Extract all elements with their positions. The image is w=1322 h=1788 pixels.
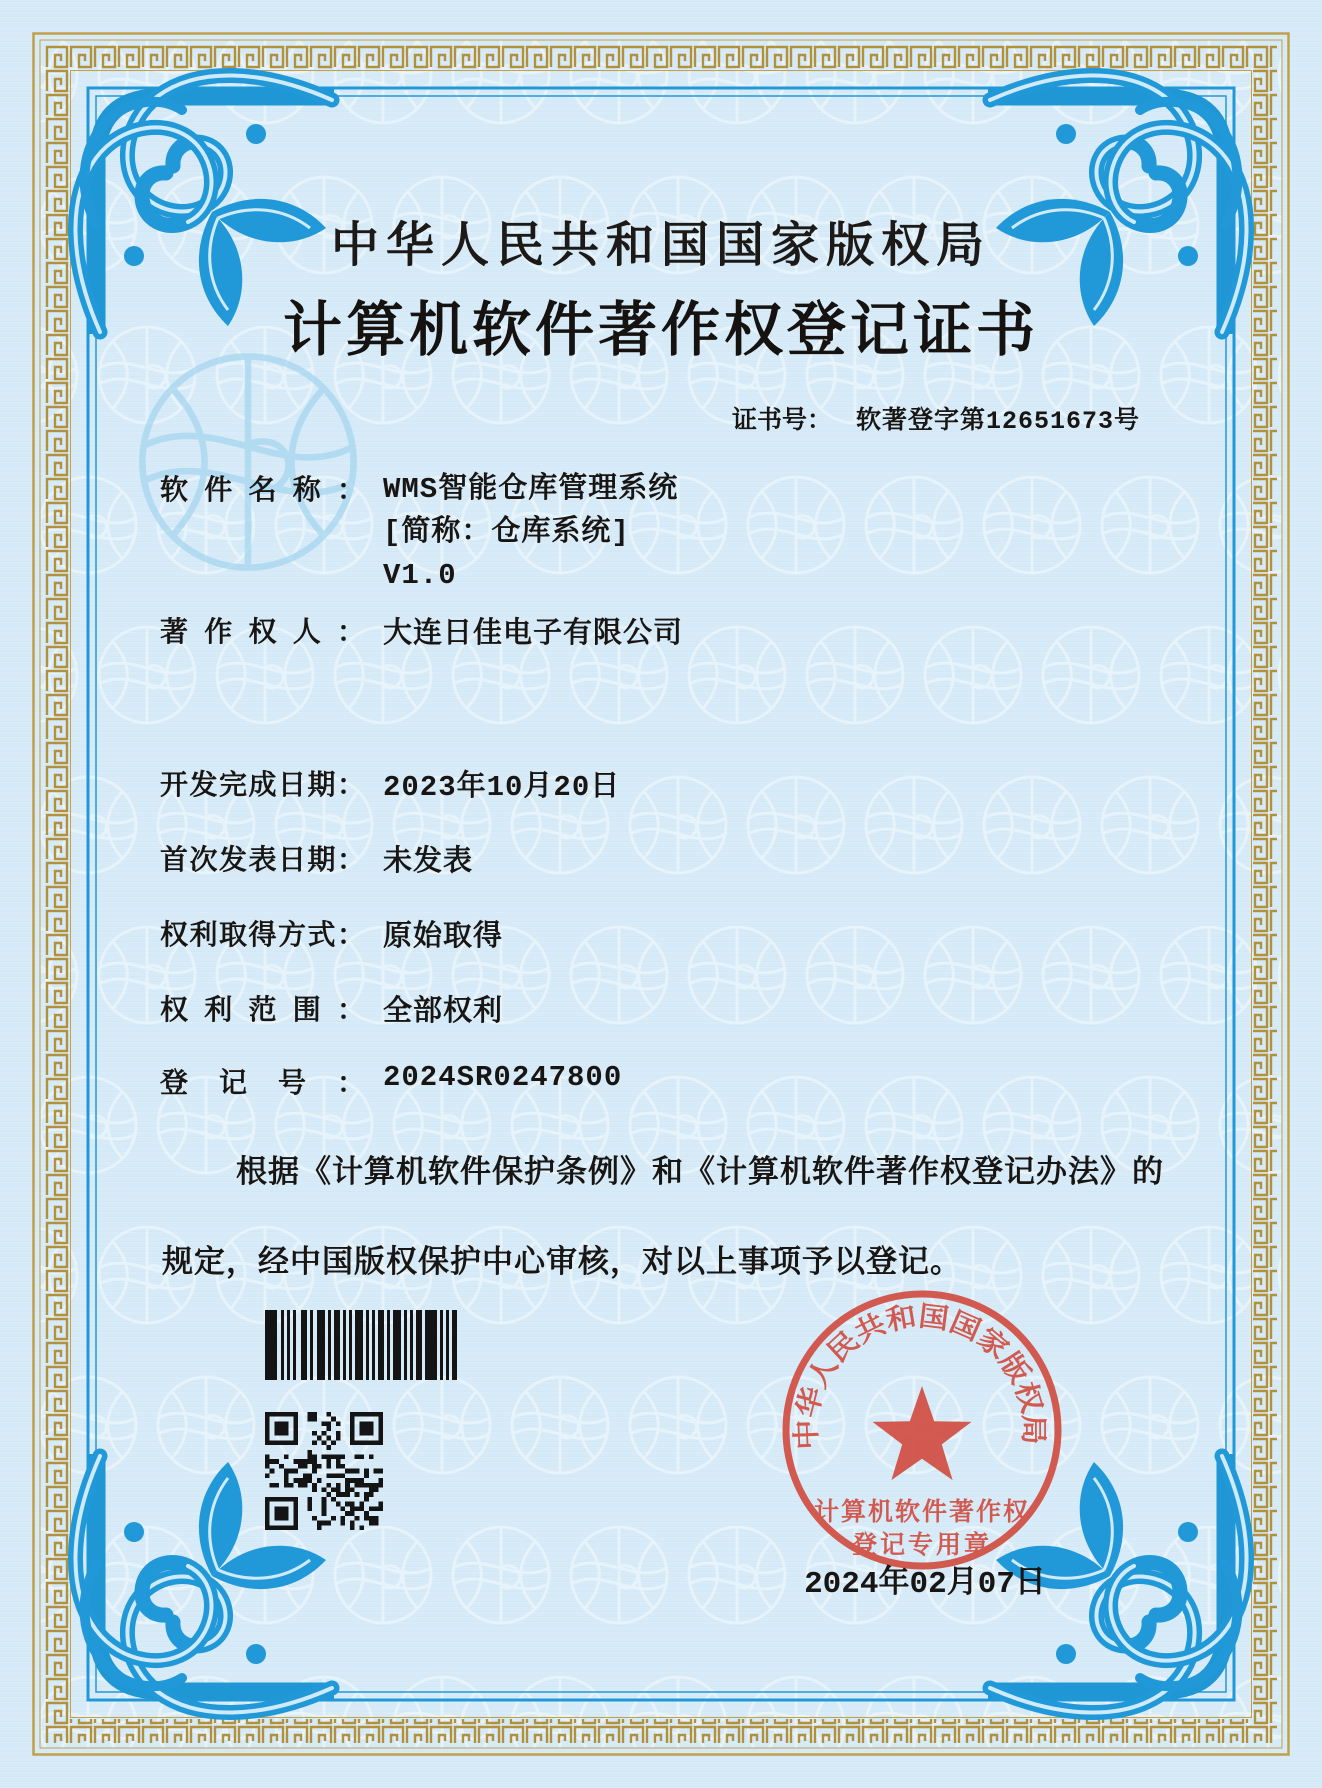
certificate-title: 计算机软件著作权登记证书 xyxy=(282,297,1039,363)
field-dev-complete-date xyxy=(160,763,620,804)
certificate-number-value: 软著登字第12651673号 xyxy=(855,407,1140,436)
field-copyright-owner xyxy=(160,610,683,651)
issuing-authority-title: 中华人民共和国国家版权局 xyxy=(330,219,991,272)
registration-statement-line1: 根据《计算机软件保护条例》和《计算机软件著作权登记办法》的 xyxy=(236,1154,1164,1189)
field-value: 原始取得 xyxy=(383,921,504,954)
field-label: 著作权人： xyxy=(160,617,365,648)
certificate-number-label: 证书号： xyxy=(731,407,832,434)
field-right-scope xyxy=(160,988,503,1029)
field-label: 软件名称： xyxy=(160,475,365,506)
field-value: 2023年10月20日 xyxy=(383,771,621,804)
field-label: 登记号： xyxy=(160,1068,365,1099)
field-value: 全部权利 xyxy=(383,996,504,1029)
field-value: 大连日佳电子有限公司 xyxy=(383,618,684,651)
certificate-number-row xyxy=(732,400,1140,436)
field-right-acquisition xyxy=(160,913,503,954)
field-first-publish-date xyxy=(160,838,473,879)
qr-code-image xyxy=(265,1412,383,1530)
field-label: 首次发表日期： xyxy=(160,845,365,876)
field-value xyxy=(383,468,678,597)
field-label: 权利范围： xyxy=(160,995,365,1026)
software-name-line1: WMS智能仓库管理系统 xyxy=(383,473,679,506)
field-label: 开发完成日期： xyxy=(160,770,365,801)
field-registration-number xyxy=(160,1061,622,1101)
seal-caption-line1: 计算机软件著作权 xyxy=(813,1499,1031,1526)
software-name-line2: [简称：仓库系统] xyxy=(383,516,630,549)
seal-ring-text: 中华人民共和国国家版权局 xyxy=(791,1301,1049,1451)
field-value: 未发表 xyxy=(383,846,474,879)
issue-date: 2024年02月07日 xyxy=(804,1567,1046,1602)
seal-caption-line2: 登记专用章 xyxy=(851,1532,993,1559)
registration-statement-line2: 规定，经中国版权保护中心审核，对以上事项予以登记。 xyxy=(162,1244,962,1279)
field-label: 权利取得方式： xyxy=(160,920,365,951)
software-name-line3: V1.0 xyxy=(383,559,457,592)
field-value: 2024SR0247800 xyxy=(383,1061,623,1094)
barcode-image xyxy=(265,1310,457,1380)
field-software-name xyxy=(160,468,678,597)
